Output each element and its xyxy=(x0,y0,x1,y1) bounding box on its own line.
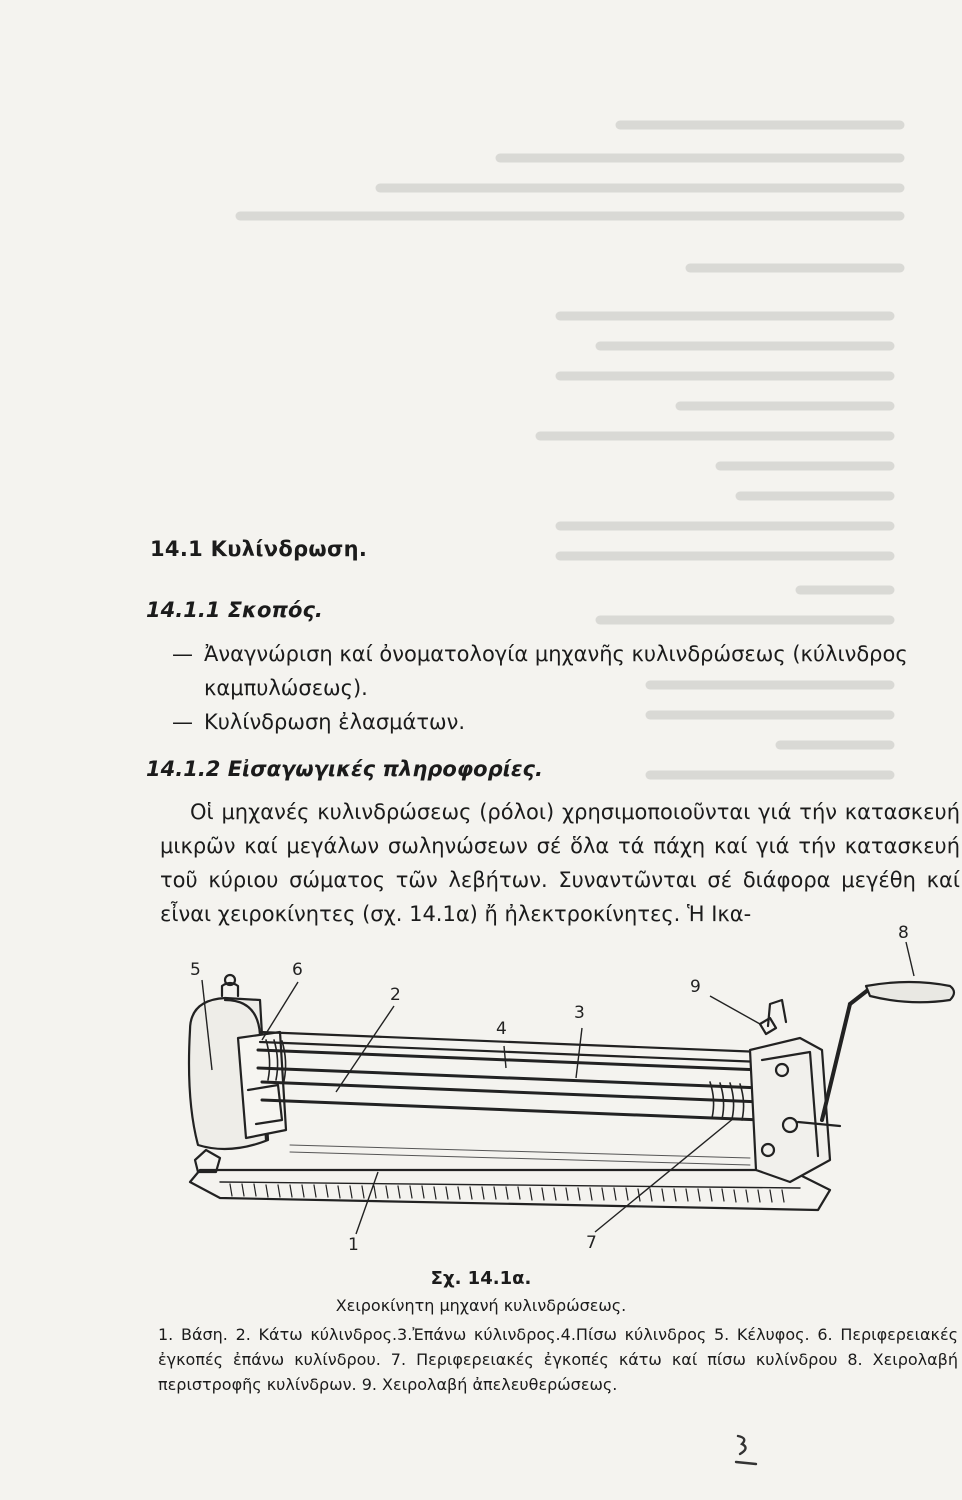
aim-item-text: Κυλίνδρωση ἐλασμάτων. xyxy=(204,710,466,734)
section-heading: 14.1 Κυλίνδρωση. xyxy=(150,537,368,561)
figure-label-5: 5 xyxy=(190,960,201,980)
intro-text: Οἱ μηχανές κυλινδρώσεως (ρόλοι) χρησιμοποιοῦνται γιά τήν κατασκευή μικρῶν καί μεγάλων σωληνώσεων σέ ὅλα τά πάχη καί γιά τήν κατασκευή τοῦ κύριου σώματος τῶν λεβήτων. Συναντῶνται σέ διάφορα μεγέθη καί εἶναι χειροκίνητες (σχ. 14.1α) ἤ ἠλεκτροκίνητες. Ἡ Ικα- xyxy=(160,800,960,926)
list-item xyxy=(172,705,962,739)
aim-subheading: 14.1.1 Σκοπός. xyxy=(146,598,323,622)
figure-label-8: 8 xyxy=(898,923,909,943)
figure-label-4: 4 xyxy=(496,1019,507,1039)
figure-label-9: 9 xyxy=(690,977,701,997)
intro-subheading: 14.1.2 Εἰσαγωγικές πληροφορίες. xyxy=(146,757,543,781)
aim-list xyxy=(172,637,962,739)
figure-caption-subtitle: Χειροκίνητη μηχανή κυλινδρώσεως. xyxy=(335,1296,627,1315)
intro-paragraph xyxy=(160,795,960,931)
figure-label-3: 3 xyxy=(574,1003,585,1023)
rolling-machine-illustration xyxy=(150,920,962,1260)
aim-item-text: Ἀναγνώριση καί ὀνοματολογία μηχανῆς κυλινδρώσεως (κύλινδρος καμπυλώσεως). xyxy=(204,642,908,700)
dash-marker: — xyxy=(172,710,193,734)
pencil-mark xyxy=(730,1430,760,1470)
figure-label-1: 1 xyxy=(348,1235,359,1255)
figure-label-7: 7 xyxy=(586,1233,597,1253)
figure-label-6: 6 xyxy=(292,960,303,980)
dash-marker: — xyxy=(172,642,193,666)
list-item xyxy=(172,637,962,705)
figure-legend: 1. Βάση. 2. Κάτω κύλινδρος.3.Ἐπάνω κύλινδρος.4.Πίσω κύλινδρος 5. Κέλυφος. 6. Περιφερειακές ἐγκοπές ἐπάνω κυλίνδρου. 7. Περιφερειακές ἐγκοπές κάτω καί πίσω κυλίνδρου 8. Χειρολαβή περιστροφῆς κυλίνδρων. 9. Χειρολαβή ἀπελευθερώσεως. xyxy=(158,1325,958,1394)
figure-caption-title: Σχ. 14.1α. xyxy=(430,1268,532,1289)
figure-label-2: 2 xyxy=(390,985,401,1005)
